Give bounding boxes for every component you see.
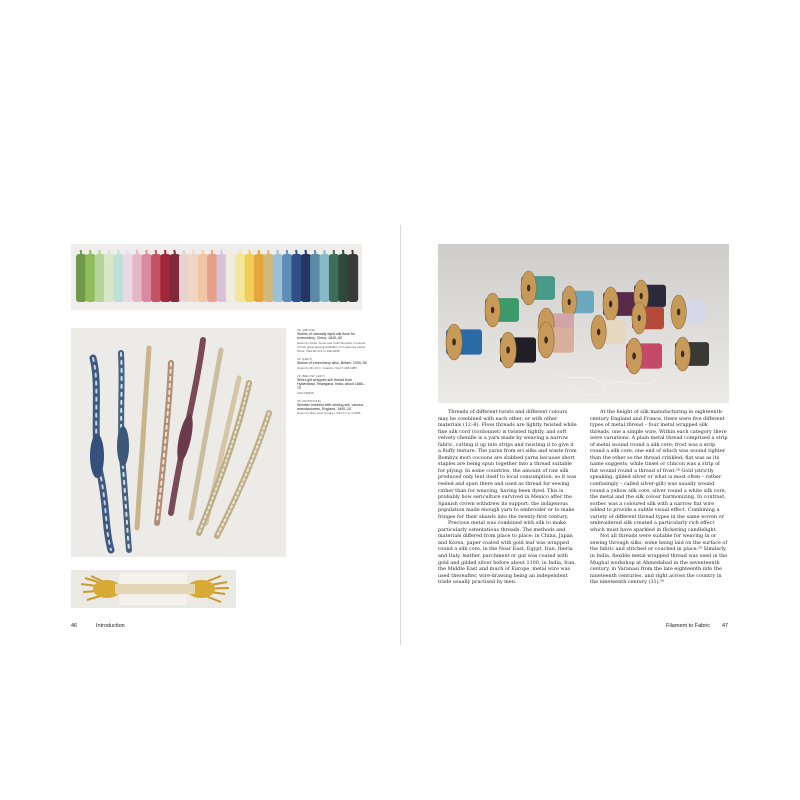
floss-skein (113, 254, 124, 302)
floss-skein (217, 254, 228, 302)
floss-skein (348, 254, 359, 302)
floss-skein (207, 254, 218, 302)
floss-skein-tie (146, 250, 147, 258)
thread-spool (521, 271, 555, 305)
floss-skein-tie (81, 250, 82, 258)
caption-item (297, 328, 367, 353)
floss-skein-tie (343, 250, 344, 258)
left-page-number: 46 (71, 623, 78, 629)
floss-skein (95, 254, 106, 302)
floss-skein (160, 254, 171, 302)
thread-spools-photo (438, 244, 729, 403)
floss-skein-tie (99, 250, 100, 258)
floss-skein-tie (305, 250, 306, 258)
body-paragraph: At the height of silk manufacturing in eighteenth-century England and France, there were five different types of metal thread – four metal wrapped silk threads, one a simple wire. Within each category there were variations. A plain metal thread comprised a strip of metal wound round a silk core; frost was a strip round a silk core, one end of which was wound tighter than the other so the thread crinkled; flat was as its name suggests, while tinsel or clincon was a strip of flat wound round a thread of frost.²⁸ Gold (strictly speaking, gilded silver or what is most often – rather confusingly – called silver-gilt) was usually wound round a yellow silk core, silver round a white silk core, the metal and the silk colour harmonizing. In contrast, sorbec was a coloured silk with a narrow flat wire added to provide a subtle visual effect. Combining a variety of different thread types in the same woven or embroidered silk created a particularly rich effect which must have sparkled in flickering candlelight. (590, 409, 728, 533)
floss-skein-tie (334, 250, 335, 258)
floss-skein-tie (165, 250, 166, 258)
floss-skein-tie (259, 250, 260, 258)
body-text-column-2 (590, 409, 729, 586)
floss-skein-tie (315, 250, 316, 258)
body-paragraph: Not all threads were suitable for weaving in or sewing through silks, some being laid on the surface of the fabric and stitched or couched in place.²⁹ Similarly, in India, flexible metal wrapped thread was used in the Mughal workshop at Ahmedabad in the seventeenth century, in Varanasi from the late eighteenth into the nineteenth centuries, and right across the country in the nineteenth century (31).³⁰ (590, 533, 728, 586)
floss-skein-tie (268, 250, 269, 258)
thread-spool (671, 295, 705, 329)
floss-skein-tie (184, 250, 185, 258)
floss-skein-tie (287, 250, 288, 258)
floss-skein (235, 254, 246, 302)
floss-skein (132, 254, 143, 302)
floss-skein-tie (202, 250, 203, 258)
right-page-number: 47 (722, 623, 729, 629)
floss-skein (76, 254, 87, 302)
floss-skein-tie (193, 250, 194, 258)
embroidery-silk-skeins-photo (71, 328, 286, 557)
caption-item (297, 357, 367, 370)
floss-skein (226, 254, 237, 302)
floss-skein (254, 254, 265, 302)
left-running-head: Introduction (96, 623, 125, 629)
caption-number: 26 (ABOVE) (297, 328, 316, 332)
caption-item (297, 399, 367, 416)
right-running-head: Filament to Fabric (666, 623, 711, 629)
floss-skein-tie (324, 250, 325, 258)
floss-skein-tie (137, 250, 138, 258)
floss-skein (179, 254, 190, 302)
floss-skein (338, 254, 349, 302)
floss-skein (170, 254, 181, 302)
thread-spool (485, 293, 519, 327)
caption-title: Silver-gilt wrapped silk thread from Hyderabad, Telangana, India, about 1880–70 (297, 378, 365, 391)
body-paragraph: Precious metal was combined with silk to make particularly ostentatious threads. The methods and materials differed from place to place: in China, Japan and Korea, paper coated with gold leaf was wrapped round a silk core, in the Near East, Egypt, Iran, Iberia and Italy, leather, parchment or gut was coated with gold and gilded silver before about 1100, in India, Iran, the Middle East and much of Europe, metal wire was used thereafter, wire-drawing being an independent trade usually practised by men. (438, 520, 576, 586)
silver-gilt-thread-photo (71, 570, 236, 608)
floss-skein (198, 254, 209, 302)
floss-skein (142, 254, 153, 302)
thread-spool (675, 337, 709, 371)
floss-skein-tie (118, 250, 119, 258)
floss-skein (123, 254, 134, 302)
floss-skein (320, 254, 331, 302)
caption-number: 28 (LEFT) (297, 357, 313, 362)
floss-skein-tie (128, 250, 129, 258)
caption-number: 30 (OPPOSITE) (297, 398, 322, 403)
floss-skein (85, 254, 96, 302)
thread-spool (591, 315, 625, 349)
floss-skeins-photo (71, 244, 362, 310)
floss-skein-tie (156, 250, 157, 258)
floss-skein (310, 254, 321, 302)
floss-skein (291, 254, 302, 302)
caption-credit: Given by Mrs M.C. Graham. V&A T.438-1985 (297, 365, 357, 370)
floss-skein-tie (240, 250, 241, 258)
floss-skein (151, 254, 162, 302)
body-text-column-1 (438, 409, 577, 586)
caption-credit: Given by Miss Jane Gregory. V&A T.4 to 4-1996 (297, 411, 361, 416)
caption-title: Skeins of naturally dyed silk floss for embroidery, China, 1840–50 (297, 332, 355, 341)
body-paragraph: Threads of different twists and different colours may be combined with each other, or with other materials (12–8). Floss threads are lightly twisted while fine silk cord (cordonnet) is twisted tightly, and soft velvety chenille is a yarn made by weaving a narrow fabric, cutting it up into strips and twisting it to give it a fluffy texture. The yarns from eri silks and waste from Bombyx mori cocoons are slubbed yarns because short staples are being spun together into a thread suitable for plying. In some countries, the amount of raw silk produced only lent itself to local consumption, so it was reeled and spun there and used as thread for sewing rather than for weaving, having been dyed. This is probably how sericulture survived in Mexico after the Spanish crown withdrew its support: the indigenous population made enough yarn to embroider or to make fringes for their shawls into the twenty-first century. (438, 409, 577, 520)
caption-title: Skeins of embroidery silks, Britain, 1900–50 (297, 361, 367, 366)
caption-credit: Given by Janet, Annie and Colin Simpson in honour of their great-great-grandfather, Dr Lawrence Huber Pinks. V&A FE.472 to 10E-2006 (297, 340, 366, 354)
floss-skein-tie (212, 250, 213, 258)
floss-skein-tie (277, 250, 278, 258)
floss-skein-tie (296, 250, 297, 258)
caption-item (297, 374, 367, 395)
floss-skein-tie (231, 250, 232, 258)
floss-skein-tie (221, 250, 222, 258)
floss-skein (104, 254, 115, 302)
caption-number: 29 (BELOW LEFT) (297, 373, 326, 378)
floss-skein-tie (109, 250, 110, 258)
photo-captions (297, 328, 367, 420)
floss-skein (301, 254, 312, 302)
floss-skein (282, 254, 293, 302)
floss-skein-tie (90, 250, 91, 258)
caption-credit: V&A 0364/IS (297, 390, 315, 395)
floss-skein (273, 254, 284, 302)
floss-skein-tie (249, 250, 250, 258)
caption-title: Wooden bobbins with sewing silk, various manufacturers, England, 1840–20 (297, 403, 364, 412)
floss-skein (263, 254, 274, 302)
page-gutter (400, 225, 401, 645)
floss-skein-tie (174, 250, 175, 258)
floss-skein-tie (352, 250, 353, 258)
floss-skein (245, 254, 256, 302)
floss-skein (188, 254, 199, 302)
floss-skein (329, 254, 340, 302)
